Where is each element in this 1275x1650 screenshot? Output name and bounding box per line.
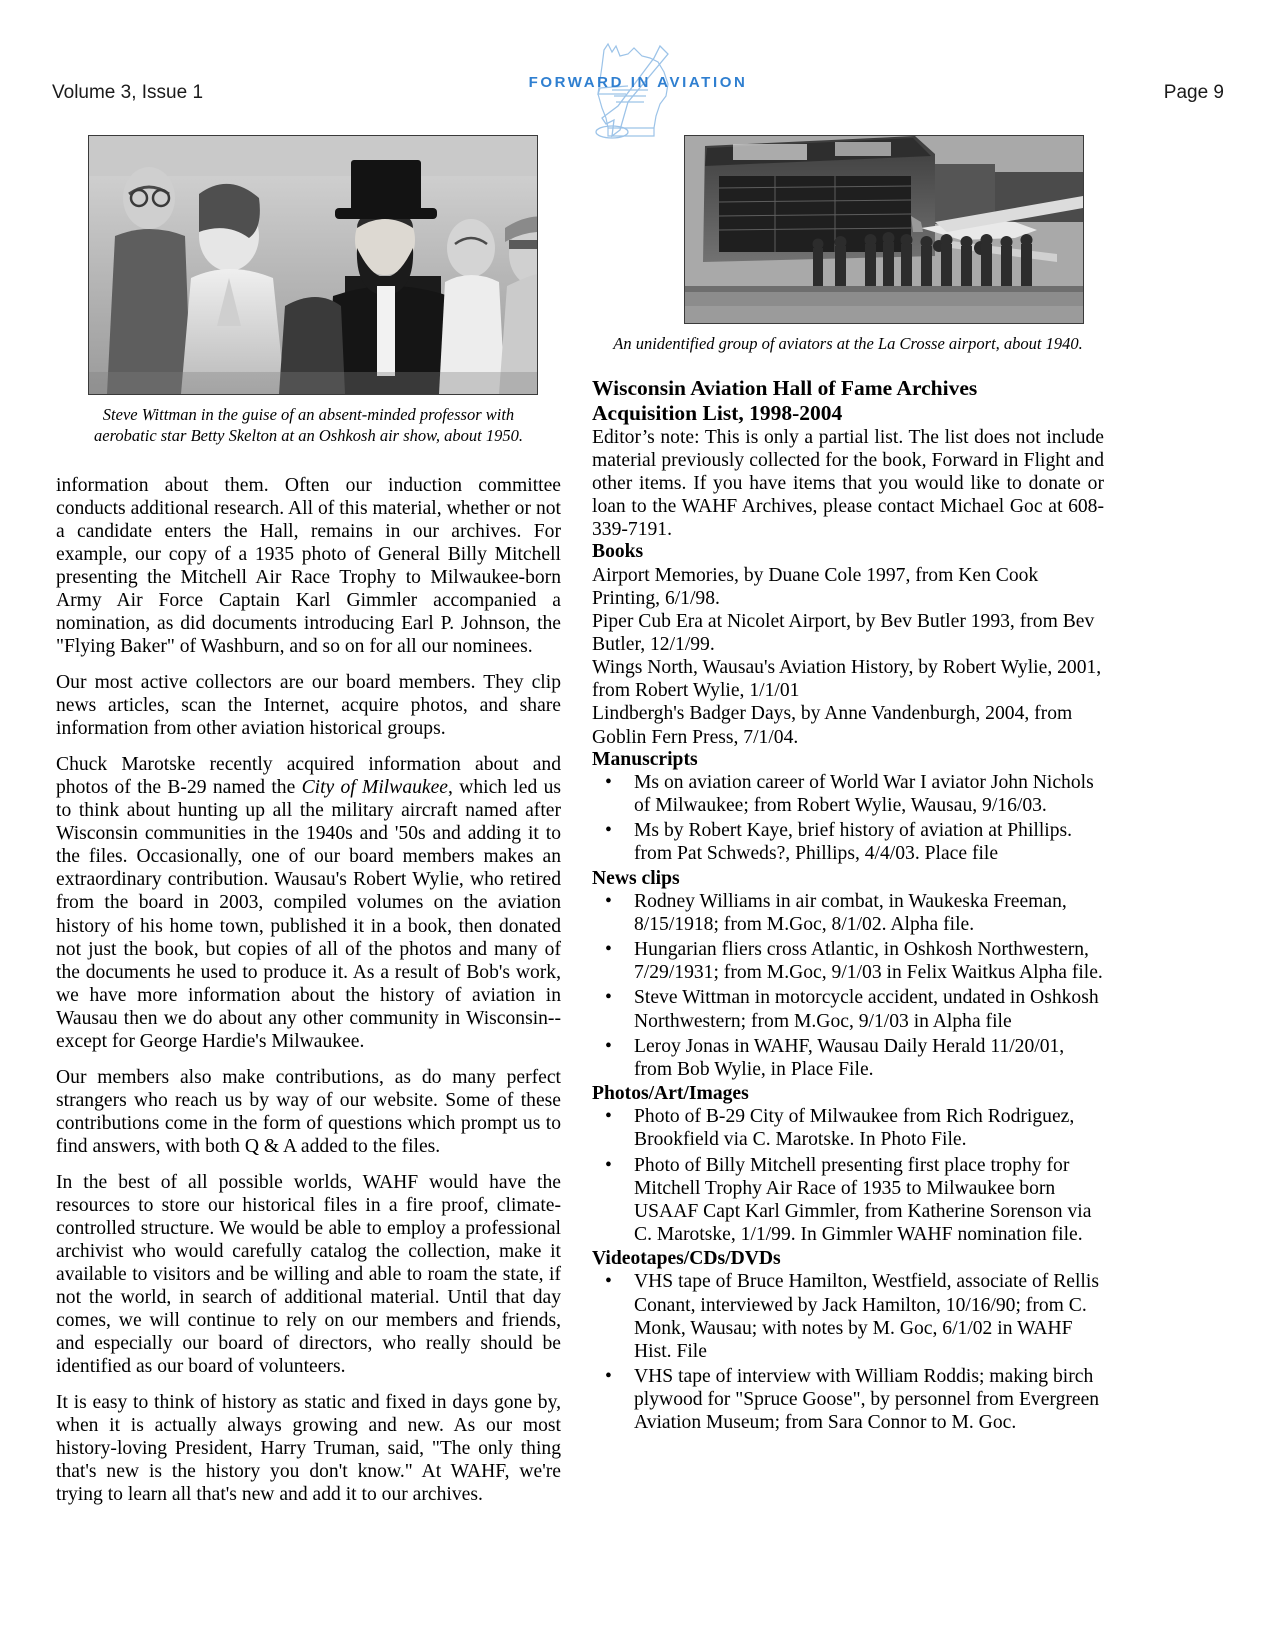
wisconsin-airplane-icon — [508, 32, 768, 152]
list-item: • Steve Wittman in motorcycle accident, undated in Oshkosh Northwestern; from M.Goc, 9/1/03 in Alpha file — [592, 986, 1104, 1032]
left-column — [56, 135, 561, 1519]
list-item: Lindbergh's Badger Days, by Anne Vandenburgh, 2004, from Goblin Fern Press, 7/1/04. — [592, 703, 1073, 748]
photo-wittman-skelton-caption: Steve Wittman in the guise of an absent-minded professor with aerobatic star Betty Skelton at an Oshkosh air show, about 1950. — [94, 405, 523, 446]
page-number-label: Page 9 — [1163, 82, 1224, 103]
list-item: • Rodney Williams in air combat, in Waukeska Freeman, 8/15/1918; from M.Goc, 8/1/02. Alpha file. — [592, 890, 1104, 936]
photo-lacrosse-aviators-image — [685, 136, 1083, 323]
list-item: • Leroy Jonas in WAHF, Wausau Daily Herald 11/20/01, from Bob Wylie, in Place File. — [592, 1035, 1104, 1081]
subheading-news-clips: News clips — [592, 867, 680, 889]
paragraph-history-static: It is easy to think of history as static and fixed in days gone by, when it is actually always growing and new. As our most history-loving President, Harry Truman, said, "The only thing that's new is the history you don't know." At WAHF, we're trying to learn all that's new and add it to our archives. — [56, 1391, 561, 1505]
photo-wittman-skelton — [88, 135, 538, 395]
photo-lacrosse-aviators-caption: An unidentified group of aviators at the La Crosse airport, about 1940. — [613, 334, 1083, 353]
paragraph-members: Our members also make contributions, as do many perfect strangers who reach us by way of our website. Some of these contributions come in the form of questions which prompt us to find answers, with both Q & A added to the files. — [56, 1066, 561, 1157]
paragraph-collectors: Our most active collectors are our board members. They clip news articles, scan the Internet, acquire photos, and share information from other aviation historical groups. — [56, 672, 561, 740]
subheading-photos-art-images: Photos/Art/Images — [592, 1082, 749, 1104]
list-item: • Ms on aviation career of World War I aviator John Nichols of Milwaukee; from Robert Wylie, Wausau, 9/16/03. — [592, 771, 1104, 817]
list-item: • Photo of Billy Mitchell presenting first place trophy for Mitchell Trophy Air Race of 1935 to Milwaukee born USAAF Capt Karl Gimmler, from Katherine Sorenson via C. Marotske, 1/1/99. In Gimmler WAHF nomination file. — [592, 1154, 1104, 1246]
paragraph-intro: information about them. Often our induction committee conducts additional research. All of this material, whether or not a candidate enters the Hall, remains in our archives. For example, our copy of a 1935 photo of General Billy Mitchell presenting the Mitchell Air Race Trophy to Milwaukee-born Army Air Force Captain Karl Gimmler accompanied a nomination, as did documents introducing Earl P. Johnson, the "Flying Baker" of Washburn, and so on for all our nominees. — [56, 475, 561, 658]
list-item: • Ms by Robert Kaye, brief history of aviation at Phillips. from Pat Schweds?, Phillips, 4/4/03. Place file — [592, 819, 1104, 865]
paragraph-marotske — [56, 753, 561, 1052]
list-item: • Photo of B-29 City of Milwaukee from Rich Rodriguez, Brookfield via C. Marotske. In Photo File. — [592, 1105, 1104, 1151]
list-item: Airport Memories, by Duane Cole 1997, from Ken Cook Printing, 6/1/98. — [592, 565, 1039, 610]
videotapes-list — [592, 1270, 1104, 1433]
photo-lacrosse-aviators — [684, 135, 1084, 324]
list-item: • Hungarian fliers cross Atlantic, in Oshkosh Northwestern, 7/29/1931; from M.Goc, 9/1/03 in Felix Waitkus Alpha file. — [592, 938, 1104, 984]
acquisition-title-line2: Acquisition List, 1998-2004 — [592, 401, 843, 426]
list-item: • VHS tape of interview with William Roddis; making birch plywood for "Spruce Goose", by personnel from Evergreen Aviation Museum; from Sara Connor to M. Goc. — [592, 1365, 1104, 1434]
books-list — [592, 564, 1104, 748]
page-header — [52, 72, 1224, 142]
photos-art-images-list — [592, 1105, 1104, 1245]
acquisition-title-line1: Wisconsin Aviation Hall of Fame Archives — [592, 376, 978, 401]
list-item: Wings North, Wausau's Aviation History, by Robert Wylie, 2001, from Robert Wylie, 1/1/01 — [592, 657, 1102, 702]
volume-issue-label: Volume 3, Issue 1 — [52, 82, 204, 103]
editors-note: Editor’s note: This is only a partial list. The list does not include material previously collected for the book, Forward in Flight and other items. If you have items that you would like to donate or loan to the WAHF Archives, please contact Michael Goc at 608-339-7191. — [592, 427, 1104, 541]
manuscripts-list — [592, 771, 1104, 865]
list-item: • VHS tape of Bruce Hamilton, Westfield, associate of Rellis Conant, interviewed by Jack Hamilton, 10/16/90; from C. Monk, Wausau; with notes by M. Goc, 6/1/02 in WAHF Hist. File — [592, 1270, 1104, 1362]
masthead-wordmark: FORWARD IN AVIATION — [528, 74, 748, 91]
marotske-text-part1: Chuck Marotske recently acquired information about and photos of the B-29 named the — [56, 754, 561, 799]
right-column — [592, 135, 1104, 1436]
marotske-book-title: City of Milwaukee — [301, 777, 449, 799]
left-article-body — [56, 474, 561, 1506]
news-clips-list — [592, 890, 1104, 1080]
paragraph-best-worlds: In the best of all possible worlds, WAHF would have the resources to store our historical files in a fire proof, climate-controlled structure. We would be able to employ a professional archivist who would carefully catalog the collection, make it available to visitors and be willing and able to roam the state, if not the world, in search of additional material. Until that day comes, we will continue to rely on our members and friends, and especially our board of directors, who really should be identified as our board of volunteers. — [56, 1171, 561, 1377]
photo-wittman-skelton-image — [89, 136, 537, 394]
marotske-text-part2: , which led us to think about hunting up all the military aircraft named after Wisconsin communities in the 1940s and '50s and adding it to the files. Occasionally, one of our board members makes an extraordinary contribution. Wausau's Robert Wylie, who retired from the board in 2003, compiled volumes on the aviation history of his home town, published it in a book, then donated not just the book, but copies of all of the photos and many of the documents he used to produce it. As a result of Bob's work, we have more information about the history of aviation in Wausau then we do about any other community in Wisconsin--except for George Hardie's Milwaukee. — [56, 777, 562, 1052]
subheading-manuscripts: Manuscripts — [592, 748, 698, 770]
list-item: Piper Cub Era at Nicolet Airport, by Bev Butler 1993, from Bev Butler, 12/1/99. — [592, 611, 1095, 656]
subheading-videotapes-cds-dvds: Videotapes/CDs/DVDs — [592, 1247, 781, 1269]
masthead-logo — [508, 32, 768, 152]
acquisition-list-title — [592, 376, 1104, 426]
subheading-books: Books — [592, 541, 644, 563]
